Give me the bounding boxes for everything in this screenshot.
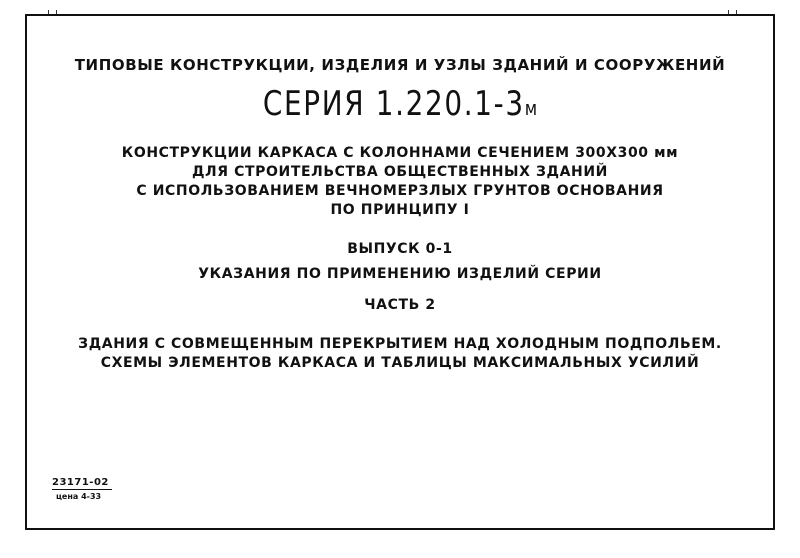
buildings-line: СХЕМЫ ЭЛЕМЕНТОВ КАРКАСА И ТАБЛИЦЫ МАКСИМАЛЬНЫХ УСИЛИЙ <box>100 355 700 371</box>
description-line: ДЛЯ СТРОИТЕЛЬСТВА ОБЩЕСТВЕННЫХ ЗДАНИЙ <box>191 164 609 180</box>
series-title <box>72 84 728 124</box>
part-number: ЧАСТЬ 2 <box>364 297 436 313</box>
buildings-line: ЗДАНИЯ С СОВМЕЩЕННЫМ ПЕРЕКРЫТИЕМ НАД ХОЛОДНЫМ ПОДПОЛЬЕМ. <box>78 336 722 352</box>
description-line: КОНСТРУКЦИИ КАРКАСА С КОЛОННАМИ СЕЧЕНИЕМ 300Х300 мм <box>121 145 679 161</box>
description-line: С ИСПОЛЬЗОВАНИЕМ ВЕЧНОМЕРЗЛЫХ ГРУНТОВ ОСНОВАНИЯ <box>136 183 664 199</box>
issue-number: ВЫПУСК 0-1 <box>347 241 453 257</box>
document-heading: ТИПОВЫЕ КОНСТРУКЦИИ, ИЗДЕЛИЯ И УЗЛЫ ЗДАНИЙ И СООРУЖЕНИЙ <box>74 56 726 74</box>
catalog-number: 23171-02 <box>52 477 112 490</box>
price-label: цена 4-33 <box>56 492 102 501</box>
series-number: СЕРИЯ 1.220.1-3 <box>262 84 525 124</box>
series-suffix: м <box>524 96 538 120</box>
issue-title: УКАЗАНИЯ ПО ПРИМЕНЕНИЮ ИЗДЕЛИЙ СЕРИИ <box>198 266 602 282</box>
catalog-stamp <box>52 477 112 501</box>
description-line: ПО ПРИНЦИПУ I <box>330 202 470 218</box>
